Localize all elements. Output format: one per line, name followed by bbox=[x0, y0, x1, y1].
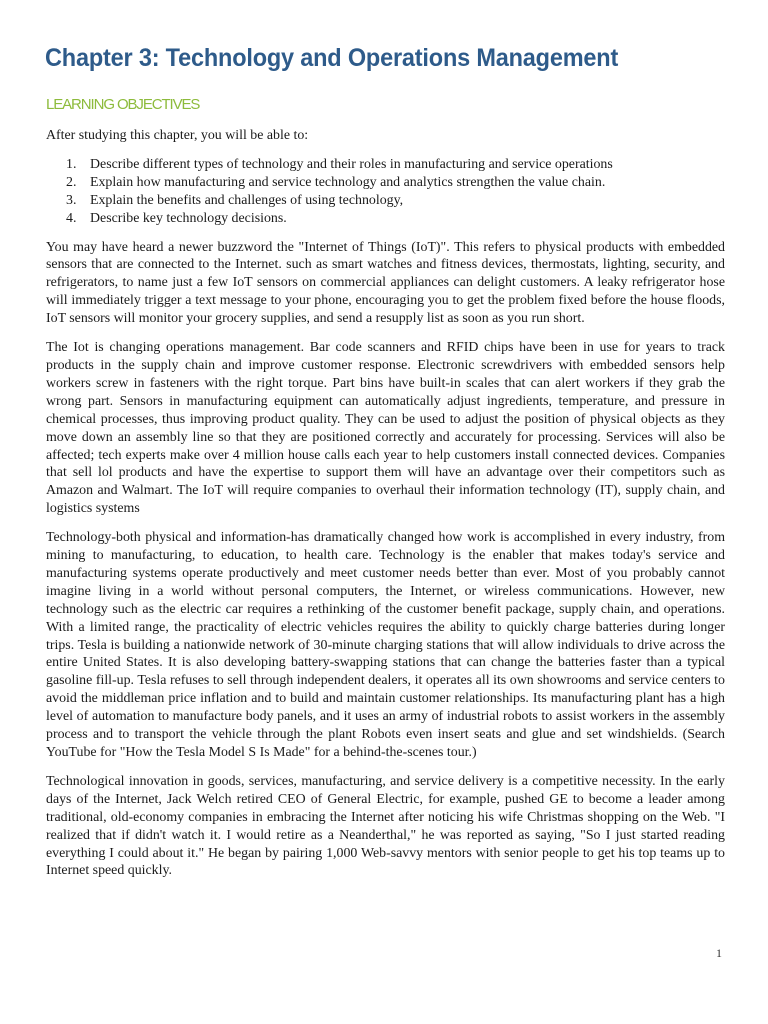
paragraph-innovation-ge: Technological innovation in goods, services, manufacturing, and service delivery is a competitive necessity. In the early days of the Internet, Jack Welch retired CEO of General Electric, for example, pushed GE to become a leader among traditional, old-economy companies in embracing the Internet after noticing his wife Christmas shopping on the Web. "I realized that if didn't watch it. I would retire as a Neanderthal," he was reported as saying, "So I just started reading everything I could about it." He began by pairing 1,000 Web-savvy mentors with senior people to get his top teams up to Internet speed quickly. bbox=[46, 773, 725, 879]
objective-item bbox=[66, 210, 725, 228]
objective-number: 1. bbox=[66, 156, 77, 172]
intro-text: After studying this chapter, you will be able to: bbox=[46, 128, 309, 143]
page-number: 1 bbox=[716, 946, 722, 960]
learning-objectives-heading: LEARNING OBJECTIVES bbox=[46, 96, 200, 113]
paragraph-iot-intro: You may have heard a newer buzzword the "Internet of Things (IoT)". This refers to physical products with embedded sensors that are connected to the Internet. such as smart watches and fitness devices, thermostats, lighting, security, and refrigerators, to name just a few IoT sensors on commercial appliances can delight customers. A leaky refrigerator hose will immediately trigger a text message to your phone, encouraging you to get the problem fixed before the house floods, IoT sensors will monitor your grocery supplies, and send a resupply list as soon as you run short. bbox=[46, 239, 725, 327]
chapter-title: Chapter 3: Technology and Operations Management bbox=[45, 44, 619, 72]
objective-text: Describe key technology decisions. bbox=[90, 210, 287, 226]
objective-text: Explain the benefits and challenges of using technology, bbox=[90, 192, 404, 208]
objective-number: 4. bbox=[66, 210, 77, 226]
objective-number: 2. bbox=[66, 174, 77, 190]
paragraph-iot-operations: The Iot is changing operations management. Bar code scanners and RFID chips have been in use for years to track products in the supply chain and improve customer response. Electronic screwdrivers with embedded sensors help workers screw in fasteners with the right torque. Part bins have built-in scales that can alert workers if they grab the wrong part. Sensors in manufacturing equipment can automatically adjust ingredients, temperature, and pressure in chemical processes, thus improving product quality. They can be used to adjust the position of physical objects as they move down an assembly line so that they are positioned correctly and accurately for processing. Services will also be affected; tech experts make over 4 million house calls each year to help customers install connected devices. Companies that sell lol products and have the expertise to support them will have an advantage over their competitors such as Amazon and Walmart. The IoT will require companies to overhaul their information technology (IT), supply chain, and logistics systems bbox=[46, 340, 725, 517]
objective-item bbox=[66, 192, 725, 210]
paragraph-technology-tesla: Technology-both physical and information-has dramatically changed how work is accomplished in every industry, from mining to manufacturing, to education, to health care. Technology is the enabler that makes today's service and manufacturing systems operate productively and meet customer needs better than ever. Most of you probably cannot imagine living in a world without personal computers, the Internet, or wireless communications. However, new technology such as the electric car requires a rethinking of the customer benefit package, supply chain, and operations. With a limited range, the practicality of electric vehicles requires the ability to quickly charge batteries during longer trips. Tesla is building a nationwide network of 30-minute charging stations that will allow individuals to drive across the entire United States. It is also developing battery-swapping stations that can change the batteries faster than a typical gasoline fill-up. Tesla refuses to sell through independent dealers, it operates all its own showrooms and service centers to avoid the middleman price inflation and to build and maintain customer relationships. Its manufacturing plant has a high level of automation to manufacture body panels, and it uses an army of industrial robots to assist workers in the assembly process and to transport the vehicle through the plant Robots even insert seats and glue and set windshields. (Search YouTube for "How the Tesla Model S Is Made" for a behind-the-scenes tour.) bbox=[46, 530, 725, 760]
document-body bbox=[46, 127, 725, 891]
objectives-list bbox=[46, 156, 725, 228]
objective-text: Describe different types of technology and their roles in manufacturing and service operations bbox=[90, 156, 613, 172]
objective-text: Explain how manufacturing and service technology and analytics strengthen the value chain. bbox=[90, 174, 606, 190]
objective-item bbox=[66, 174, 725, 192]
objective-number: 3. bbox=[66, 192, 77, 208]
objective-item bbox=[66, 156, 725, 174]
